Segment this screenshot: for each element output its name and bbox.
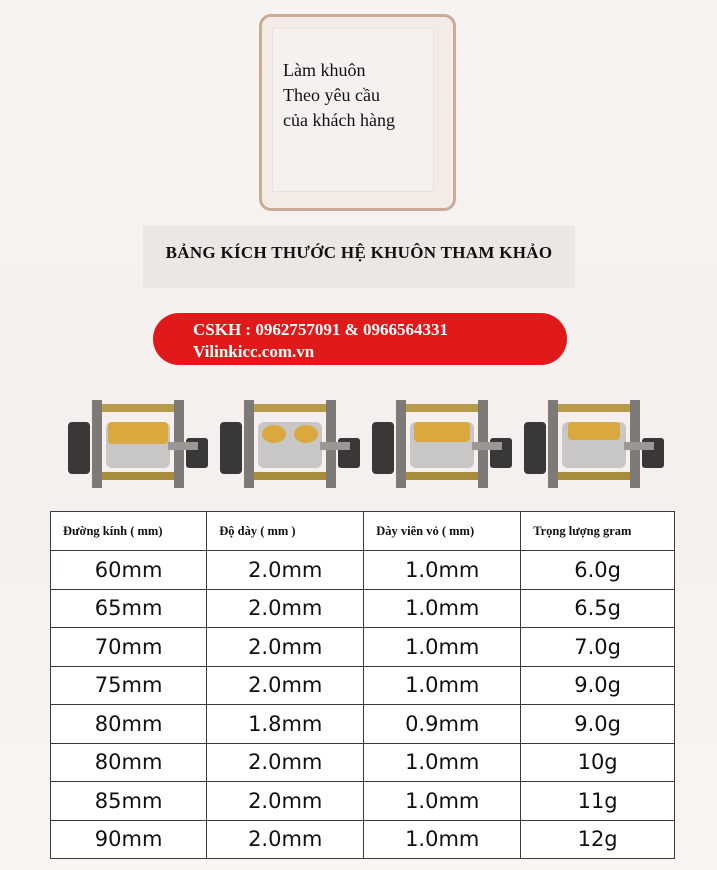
table-row: [51, 628, 675, 667]
cell-shell-thickness: 1.0mm: [364, 782, 521, 821]
cell-thickness: 2.0mm: [207, 820, 364, 859]
cell-diameter: 75mm: [51, 666, 207, 705]
promo-line-3: của khách hàng: [283, 110, 395, 130]
cell-thickness: 2.0mm: [207, 782, 364, 821]
promo-text: [283, 58, 443, 133]
table-row: [51, 705, 675, 744]
promo-line-1: Làm khuôn: [283, 60, 366, 80]
cell-weight: 6.5g: [521, 589, 675, 628]
cell-diameter: 70mm: [51, 628, 207, 667]
cell-weight: 10g: [521, 743, 675, 782]
page-title: BẢNG KÍCH THƯỚC HỆ KHUÔN THAM KHẢO: [165, 243, 553, 262]
header-weight: Trọng lượng gram: [521, 512, 675, 551]
table-body: [51, 551, 675, 859]
cell-thickness: 2.0mm: [207, 666, 364, 705]
cell-weight: 9.0g: [521, 666, 675, 705]
mold-roller-image-2: [216, 386, 364, 498]
cell-shell-thickness: 1.0mm: [364, 589, 521, 628]
mold-roller-image-3: [368, 386, 516, 498]
cell-thickness: 2.0mm: [207, 628, 364, 667]
contact-website[interactable]: Vilinkicc.com.vn: [193, 342, 315, 361]
cell-weight: 12g: [521, 820, 675, 859]
cell-shell-thickness: 1.0mm: [364, 666, 521, 705]
cell-diameter: 90mm: [51, 820, 207, 859]
header-thickness: Độ dày ( mm ): [207, 512, 364, 551]
table-row: [51, 743, 675, 782]
table-row: [51, 589, 675, 628]
mold-roller-image-4: [520, 386, 668, 498]
table-row: [51, 820, 675, 859]
cell-weight: 7.0g: [521, 628, 675, 667]
cell-weight: 9.0g: [521, 705, 675, 744]
cell-diameter: 85mm: [51, 782, 207, 821]
header-shell-thickness: Dày viên vỏ ( mm): [364, 512, 521, 551]
cell-weight: 6.0g: [521, 551, 675, 590]
contact-phone: CSKH : 0962757091 & 0966564331: [193, 320, 448, 339]
mold-gallery: [64, 386, 664, 506]
cell-weight: 11g: [521, 782, 675, 821]
mold-roller-image-1: [64, 386, 212, 498]
cell-diameter: 65mm: [51, 589, 207, 628]
cell-thickness: 2.0mm: [207, 551, 364, 590]
header-diameter: Đường kính ( mm): [51, 512, 207, 551]
promo-line-2: Theo yêu cầu: [283, 85, 380, 105]
cell-shell-thickness: 1.0mm: [364, 743, 521, 782]
cell-shell-thickness: 1.0mm: [364, 551, 521, 590]
table-row: [51, 666, 675, 705]
cell-shell-thickness: 0.9mm: [364, 705, 521, 744]
cell-thickness: 1.8mm: [207, 705, 364, 744]
cell-thickness: 2.0mm: [207, 743, 364, 782]
table-header-row: [51, 512, 675, 551]
cell-diameter: 80mm: [51, 705, 207, 744]
cell-shell-thickness: 1.0mm: [364, 820, 521, 859]
cell-thickness: 2.0mm: [207, 589, 364, 628]
mold-size-table: [50, 511, 675, 859]
table-row: [51, 551, 675, 590]
cell-shell-thickness: 1.0mm: [364, 628, 521, 667]
table-row: [51, 782, 675, 821]
cell-diameter: 60mm: [51, 551, 207, 590]
cell-diameter: 80mm: [51, 743, 207, 782]
